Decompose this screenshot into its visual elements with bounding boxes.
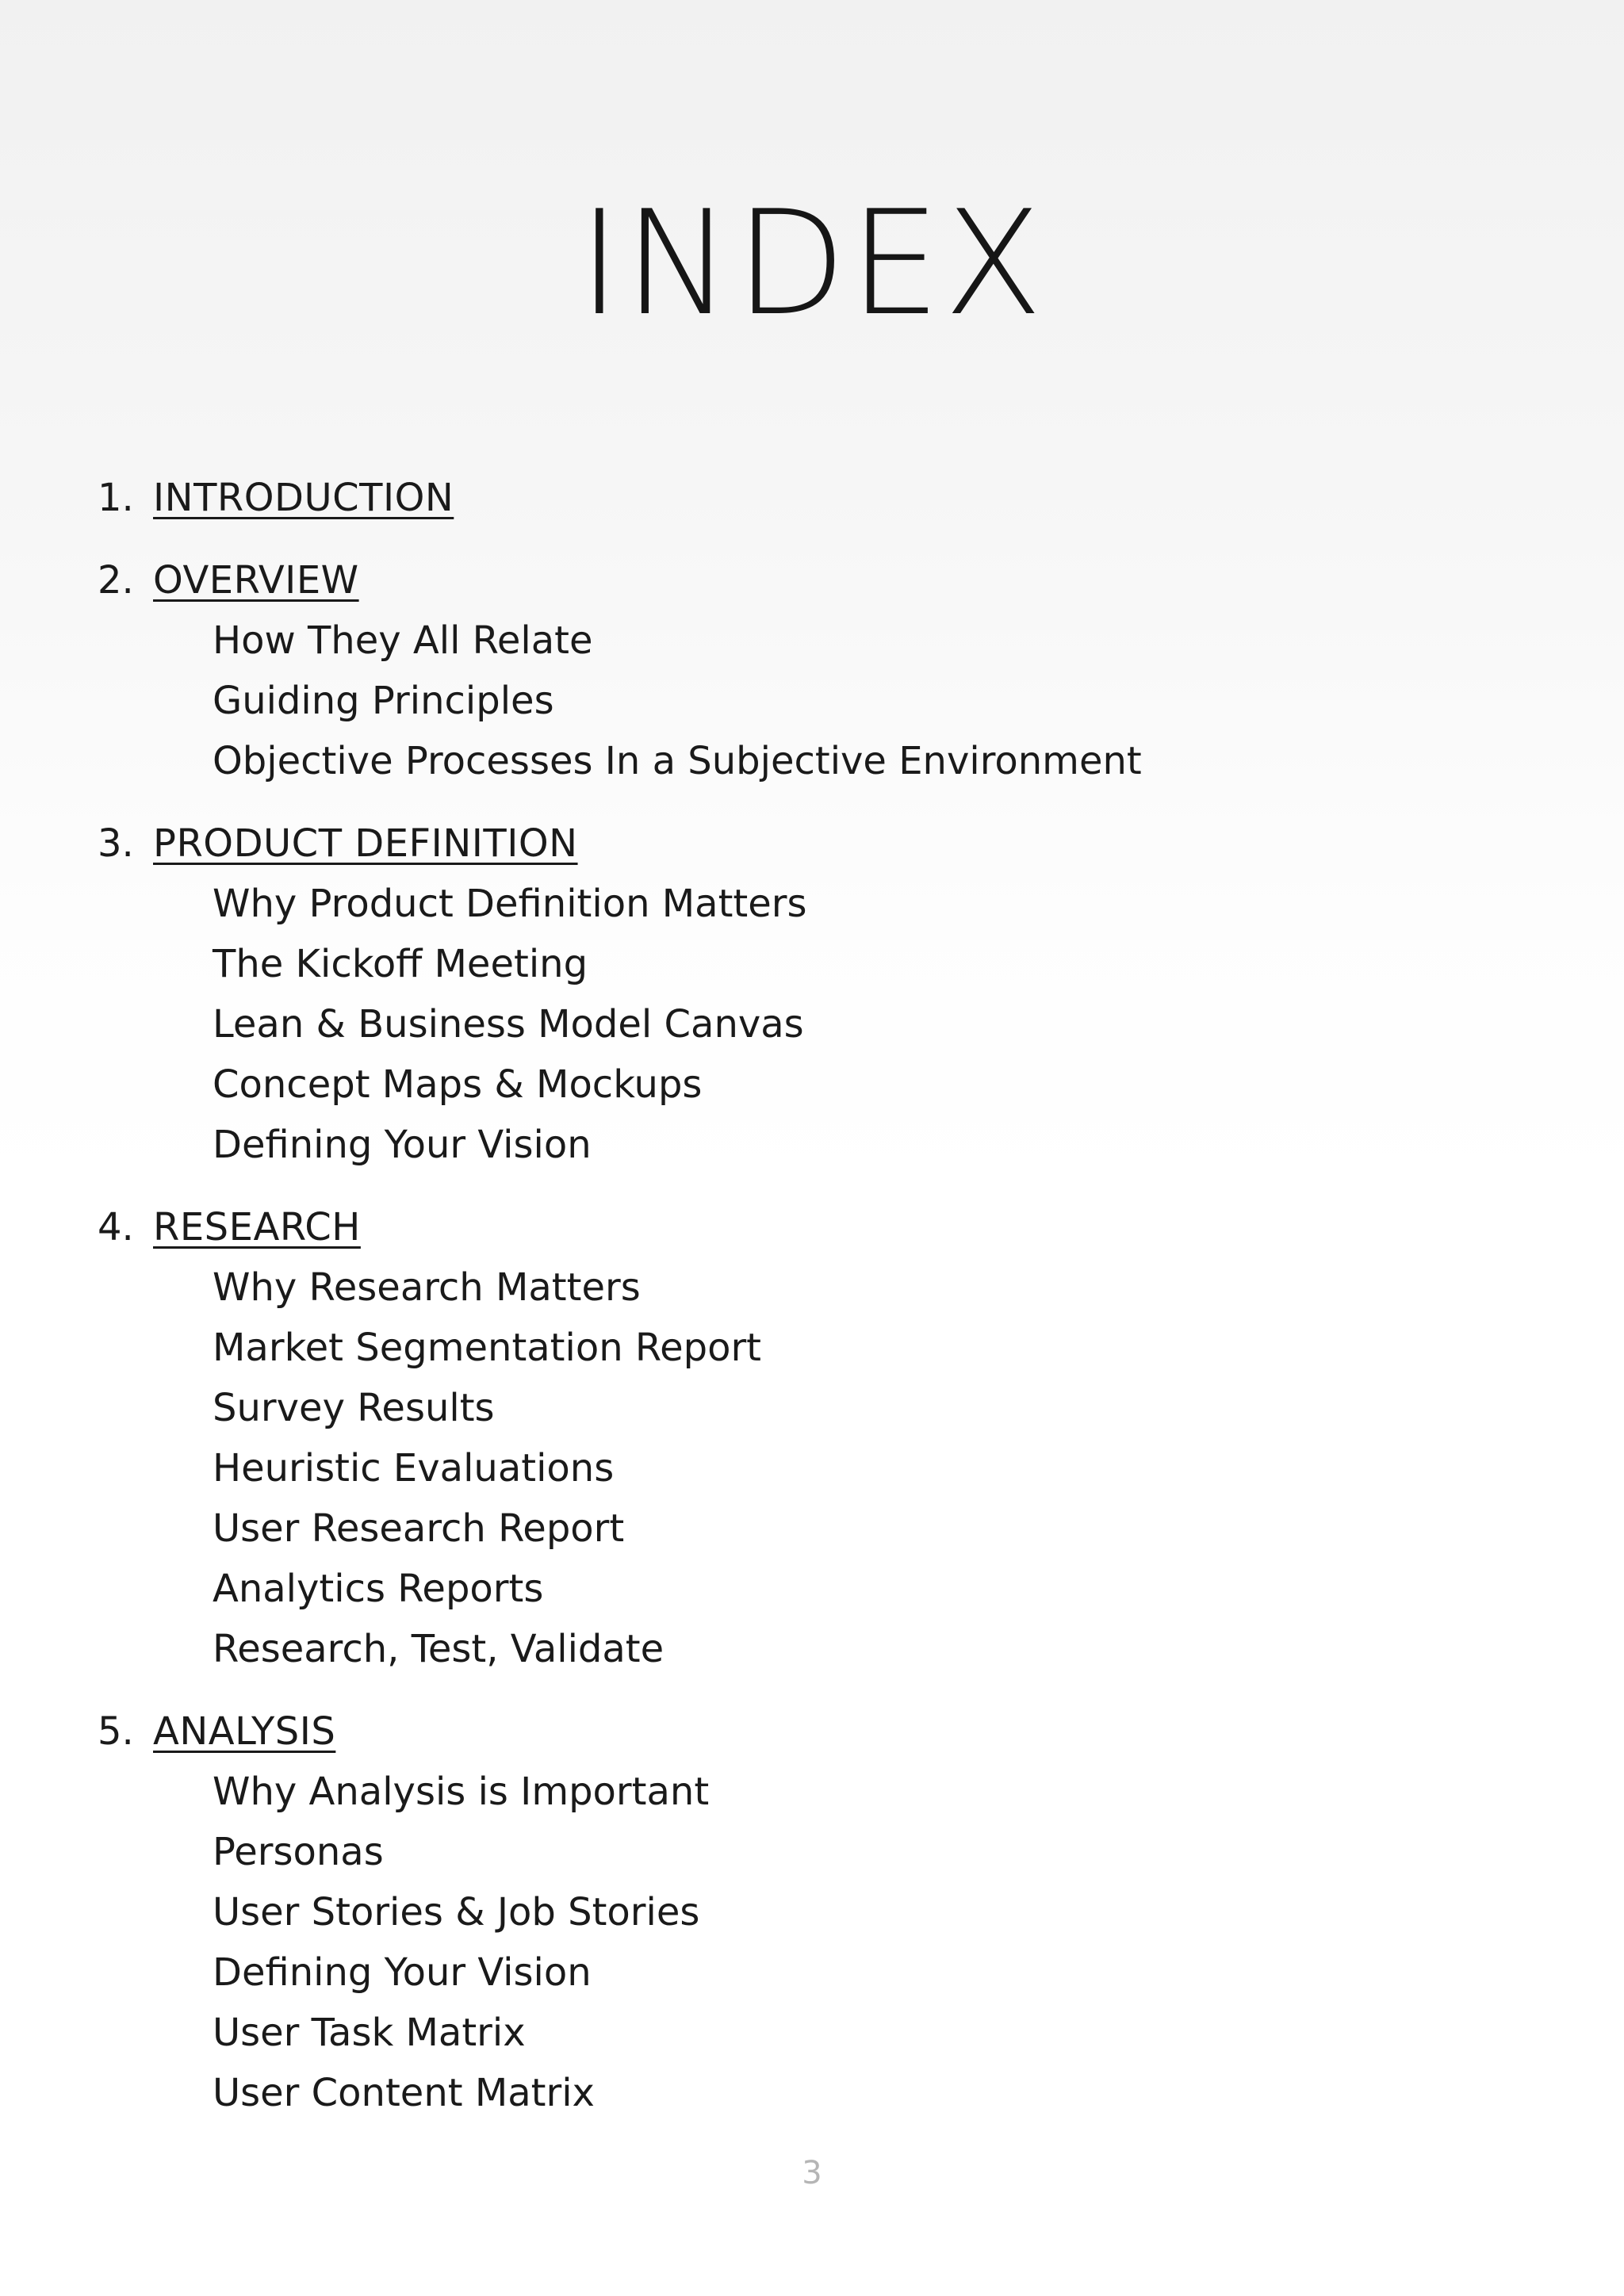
subsection-item: User Content Matrix xyxy=(213,2071,595,2115)
subsection-list xyxy=(98,1762,1525,2123)
toc-section-analysis xyxy=(98,1701,1525,2123)
subsection-item: Personas xyxy=(213,1830,384,1874)
subsection-list xyxy=(98,1257,1525,1679)
subsection-item: Defining Your Vision xyxy=(213,1123,592,1167)
subsection-item: User Stories & Job Stories xyxy=(213,1890,700,1934)
table-of-contents xyxy=(98,468,1525,2123)
section-heading xyxy=(98,1197,1525,1257)
subsection-item: How They All Relate xyxy=(213,618,593,663)
section-link-product-definition[interactable]: PRODUCT DEFINITION xyxy=(153,821,578,866)
section-heading xyxy=(98,550,1525,610)
subsection-item: Why Research Matters xyxy=(213,1265,641,1310)
subsection-item: Analytics Reports xyxy=(213,1567,544,1611)
section-link-overview[interactable]: OVERVIEW xyxy=(153,558,359,603)
subsection-item: Defining Your Vision xyxy=(213,1950,592,1995)
section-link-research[interactable]: RESEARCH xyxy=(153,1205,361,1249)
subsection-list xyxy=(98,610,1525,791)
section-number: 5. xyxy=(98,1709,134,1754)
toc-section-product-definition xyxy=(98,813,1525,1175)
section-link-introduction[interactable]: INTRODUCTION xyxy=(153,476,454,520)
section-number: 1. xyxy=(98,476,134,520)
subsection-item: User Task Matrix xyxy=(213,2011,526,2055)
toc-section-overview xyxy=(98,550,1525,791)
section-link-analysis[interactable]: ANALYSIS xyxy=(153,1709,336,1754)
subsection-item: Heuristic Evaluations xyxy=(213,1446,615,1490)
page-number: 3 xyxy=(802,2155,822,2191)
subsection-item: The Kickoff Meeting xyxy=(213,942,588,986)
section-number: 2. xyxy=(98,558,134,603)
subsection-item: Survey Results xyxy=(213,1386,495,1430)
subsection-item: Objective Processes In a Subjective Environment xyxy=(213,739,1142,783)
subsection-item: Research, Test, Validate xyxy=(213,1627,665,1671)
toc-section-introduction xyxy=(98,468,1525,528)
page-title: INDEX xyxy=(578,179,1046,347)
toc-section-research xyxy=(98,1197,1525,1679)
subsection-list xyxy=(98,874,1525,1175)
section-heading xyxy=(98,468,1525,528)
subsection-item: Guiding Principles xyxy=(213,679,554,723)
section-number: 4. xyxy=(98,1205,134,1249)
subsection-item: Why Product Definition Matters xyxy=(213,882,807,926)
section-heading xyxy=(98,813,1525,874)
subsection-item: Why Analysis is Important xyxy=(213,1770,710,1814)
section-number: 3. xyxy=(98,821,134,866)
subsection-item: User Research Report xyxy=(213,1506,625,1551)
subsection-item: Concept Maps & Mockups xyxy=(213,1062,703,1107)
subsection-item: Lean & Business Model Canvas xyxy=(213,1002,804,1047)
subsection-item: Market Segmentation Report xyxy=(213,1326,761,1370)
section-heading xyxy=(98,1701,1525,1762)
